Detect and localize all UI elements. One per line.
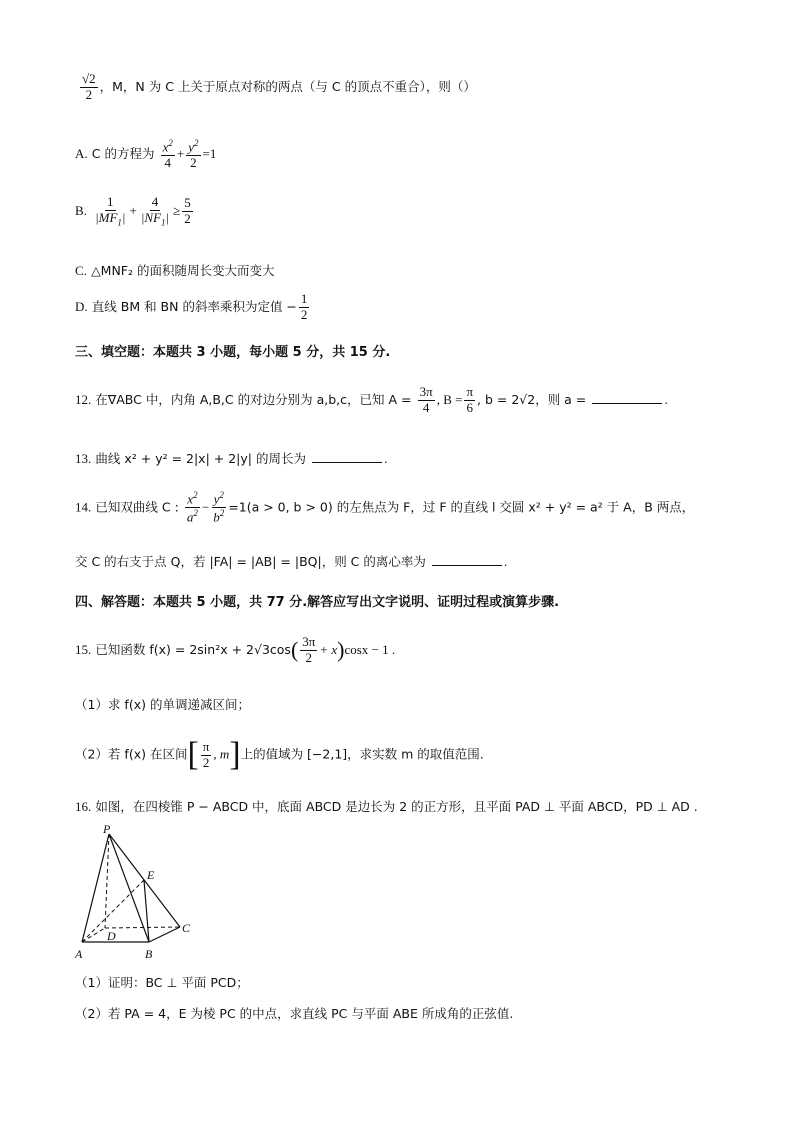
q13-number: 13. [75,451,92,466]
q14-equation: =1(a > 0, b > 0) 的左焦点为 F，过 F 的直线 l 交圆 x² + y² = a² 于 A，B 两点， [228,499,695,515]
option-a-label: A. [75,146,88,162]
q12-end: . [664,391,668,407]
option-c-text: △MNF₂ 的面积随周长变大而变大 [91,263,275,278]
q12-mid: , B = [436,391,463,407]
question-14-line2 [75,553,507,571]
question-13 [75,450,387,468]
question-14: 14. 已知双曲线 C : $\frac{x^2}{a^2}$ − $\frac{y^2}{b^2}$ =1(a > 0, b > 0) 的左焦点为 F，过 F 的直线 l 交圆 x² + y² = a² 于 A，B 两点， [75,490,695,525]
edge-dc [105,927,180,928]
q15-part2-post: 上的值域为 [−2,1]，求实数 m 的取值范围. [240,746,484,762]
option-b-label: B. [75,202,87,218]
q15-paren-tail: + x [319,641,338,657]
option-a: A. C 的方程为 $\frac{x^2}{4}$ + $\frac{y^2}{2}$ =1 [75,138,217,171]
q15-frac-den: 2 [305,649,313,665]
q13-answer-blank[interactable] [312,450,382,463]
edge-pb [109,834,149,942]
q16-number: 16. [75,799,92,814]
q15-number: 15. [75,641,92,657]
option-c-label: C. [75,263,87,278]
q12-b-den: 6 [466,399,473,415]
q15-post: cosx − 1 . [344,641,396,657]
q12-number: 12. [75,391,92,407]
edge-bc [149,927,180,942]
eccentricity-denominator: 2 [85,86,93,102]
q14-end: . [504,554,508,569]
section3-heading: 三、填空题：本题共 3 小题，每小题 5 分，共 15 分. [75,345,391,360]
q13-text: 曲线 x² + y² = 2|x| + 2|y| 的周长为 [95,451,306,466]
q12-a-num: 3π [419,384,433,399]
option-d-frac-num: 1 [300,291,308,306]
label-p: P [103,822,111,836]
eccentricity-numerator: √2 [82,71,96,86]
q14-line2: 交 C 的右支于点 Q，若 |FA| = |AB| = |BQ|，则 C 的离心率为 [75,554,426,569]
q13-end: . [384,451,388,466]
label-b: B [145,947,153,961]
q16-part2: （2）若 PA = 4，E 为棱 PC 的中点，求直线 PC 与平面 ABE 所成角的正弦值. [75,1006,514,1021]
q11-text: ，M，N 为 C 上关于原点对称的两点（与 C 的顶点不重合），则（） [99,78,476,94]
option-c [75,263,275,280]
option-a-text: C 的方程为 [91,146,155,162]
label-c: C [182,921,191,935]
q12-tail: , b = 2√2，则 a = [477,391,587,407]
q15-part2: （2）若 f(x) 在区间[ $\frac{\pi}{2}$ , m]上的值域为 [−2,1]，求实数 m 的取值范围. [75,736,484,773]
q14-pre: 已知双曲线 C : [95,499,179,515]
option-d-frac-den: 2 [300,306,308,322]
eccentricity-fraction [80,72,98,103]
q14-number: 14. [75,499,92,515]
section4-heading: 四、解答题：本题共 5 小题，共 77 分.解答应写出文字说明、证明过程或演算步骤. [75,595,560,610]
label-d: D [107,929,116,943]
q15-pre: 已知函数 f(x) = 2sin²x + 2√3cos [95,641,291,657]
question-15: 15. 已知函数 f(x) = 2sin²x + 2√3cos( $\frac{3\pi}{2}$ + x)cosx − 1 . [75,634,396,665]
edge-be [144,880,149,942]
option-b: B. $\frac{1}{|MF_1|}$ + $\frac{4}{|NF_1|}$ ≥ $\frac{5}{2}$ [75,194,191,228]
q16-part1: （1）证明：BC ⊥ 平面 PCD； [75,975,249,990]
q12-b-num: π [466,384,474,399]
question-12 [75,385,668,416]
q15-interval-den: 2 [202,754,210,770]
q15-part2-pre: （2）若 f(x) 在区间 [75,746,188,762]
label-a: A [75,947,83,961]
q16-text: 如图，在四棱锥 P − ABCD 中，底面 ABCD 是边长为 2 的正方形，且平面 PAD ⊥ 平面 ABCD，PD ⊥ AD . [95,799,698,814]
q15-part1: （1）求 f(x) 的单调递减区间； [75,697,250,712]
q11-continuation-line [78,72,476,103]
q12-answer-blank[interactable] [592,391,662,404]
q14-answer-blank[interactable] [432,553,502,566]
option-d [75,292,311,323]
question-16 [75,799,698,816]
q15-interval-num: π [202,738,210,754]
q15-interval-tail: , m [213,746,230,762]
option-b-expr-tail: ≥ [173,202,181,218]
option-a-expr-tail: =1 [202,146,217,162]
option-d-label: D. [75,298,88,314]
option-d-text: 直线 BM 和 BN 的斜率乘积为定值 − [91,298,297,314]
q12-pre: 在∇ABC 中，内角 A,B,C 的对边分别为 a,b,c，已知 A = [95,391,412,407]
label-e: E [147,868,155,882]
q12-a-den: 4 [422,399,430,415]
pyramid-figure [72,822,202,962]
q15-frac-num: 3π [302,634,316,649]
